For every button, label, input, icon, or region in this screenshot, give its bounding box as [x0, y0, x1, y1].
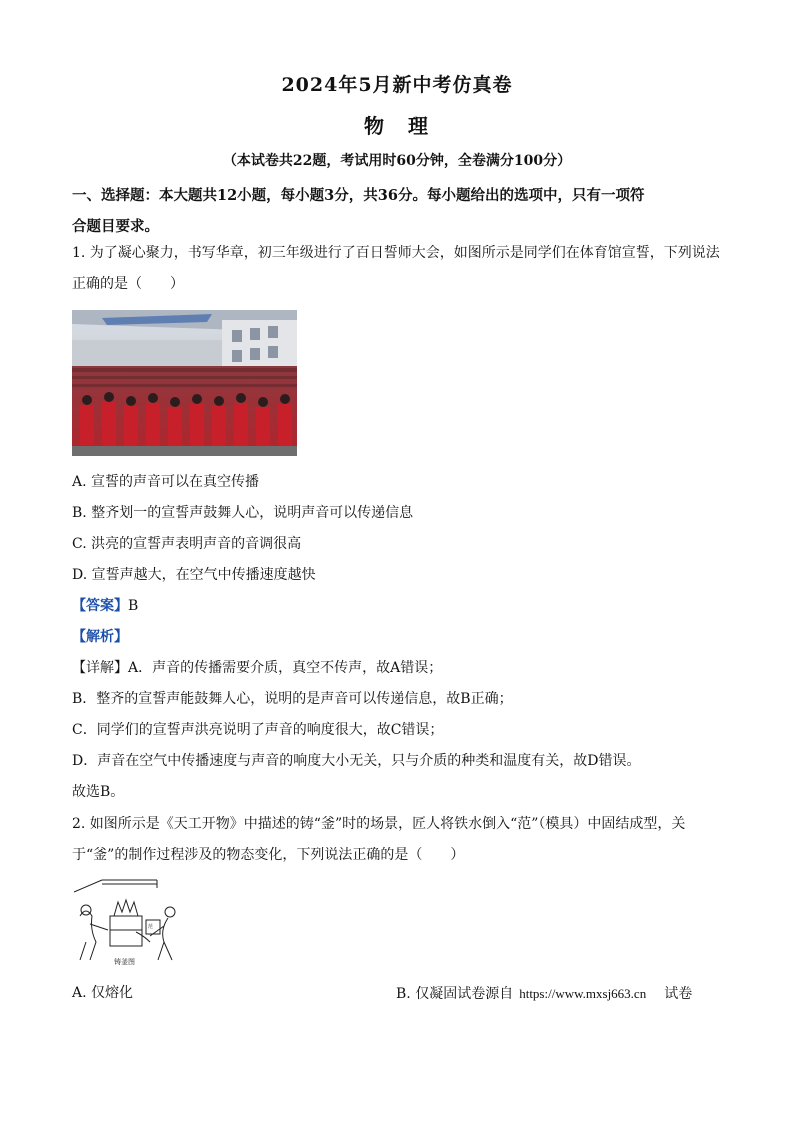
q1-detail-c: C．同学们的宣誓声洪亮说明了声音的响度很大，故C错误； [72, 722, 444, 738]
q1-option-b: B. 整齐划一的宣誓声鼓舞人心，说明声音可以传递信息 [72, 505, 414, 521]
subject-title: 物 理 [364, 114, 430, 138]
q2-stem-line-2: 于“釜”的制作过程涉及的物态变化，下列说法正确的是（ ） [72, 847, 465, 863]
q2-stem-line-1: 2. 如图所示是《天工开物》中描述的铸“釜”时的场景，匠人将铁水倒入“范”（模具）中固结成型，关 [72, 816, 686, 832]
q2-option-a: A. 仅熔化 [72, 985, 134, 1001]
q1-detail-d: D．声音在空气中传播速度与声音的响度大小无关，只与介质的种类和温度有关，故D错误。 [72, 753, 641, 769]
exam-note: （本试卷共22题，考试用时60分钟，全卷满分100分） [222, 153, 572, 169]
q2-option-b-row [396, 983, 692, 1003]
q1-detail-a [72, 658, 732, 678]
q1-option-d: D. 宣誓声越大，在空气中传播速度越快 [72, 567, 316, 583]
source-url: https://www.mxsj663.cn [519, 986, 647, 1001]
drawing-caption: 铸釜图 [114, 958, 135, 966]
drawing-inner-caption: 范 [148, 924, 154, 930]
analysis-label: 【解析】 [72, 629, 128, 645]
detail-label: 【详解】 [72, 660, 128, 676]
q1-option-a: A. 宣誓的声音可以在真空传播 [72, 474, 260, 490]
section-heading-line-2: 合题目要求。 [72, 218, 159, 235]
detail-a-text: A．声音的传播需要介质，真空不传声，故A错误； [128, 660, 443, 676]
q1-option-c: C. 洪亮的宣誓声表明声音的音调很高 [72, 536, 302, 552]
q2-drawing [72, 878, 192, 968]
q1-stem-line-2: 正确的是（ ） [72, 276, 184, 292]
q1-detail-b: B．整齐的宣誓声能鼓舞人心，说明的是声音可以传递信息，故B正确； [72, 691, 513, 707]
casting-cauldron-illustration [72, 878, 192, 968]
answer-label: 【答案】 [72, 598, 128, 614]
exam-title: 2024年5月新中考仿真卷 [281, 74, 513, 96]
section-heading [72, 180, 722, 242]
q2-option-b: B. 仅凝固试卷源自 [396, 986, 514, 1002]
section-heading-line-1: 一、选择题：本大题共12小题，每小题3分，共36分。每小题给出的选项中，只有一项符 [72, 187, 645, 204]
gymnasium-oath-photo [72, 310, 297, 456]
q1-stem-line-1: 1. 为了凝心聚力，书写华章，初三年级进行了百日誓师大会，如图所示是同学们在体育馆宣誓，下列说法 [72, 245, 720, 261]
q1-conclusion: 故选B。 [72, 784, 125, 800]
q1-answer [72, 596, 732, 616]
answer-value: B [128, 598, 139, 614]
q2-option-b-tail: 试卷 [664, 986, 693, 1002]
q1-analysis [72, 627, 732, 647]
q1-photo [72, 310, 297, 456]
